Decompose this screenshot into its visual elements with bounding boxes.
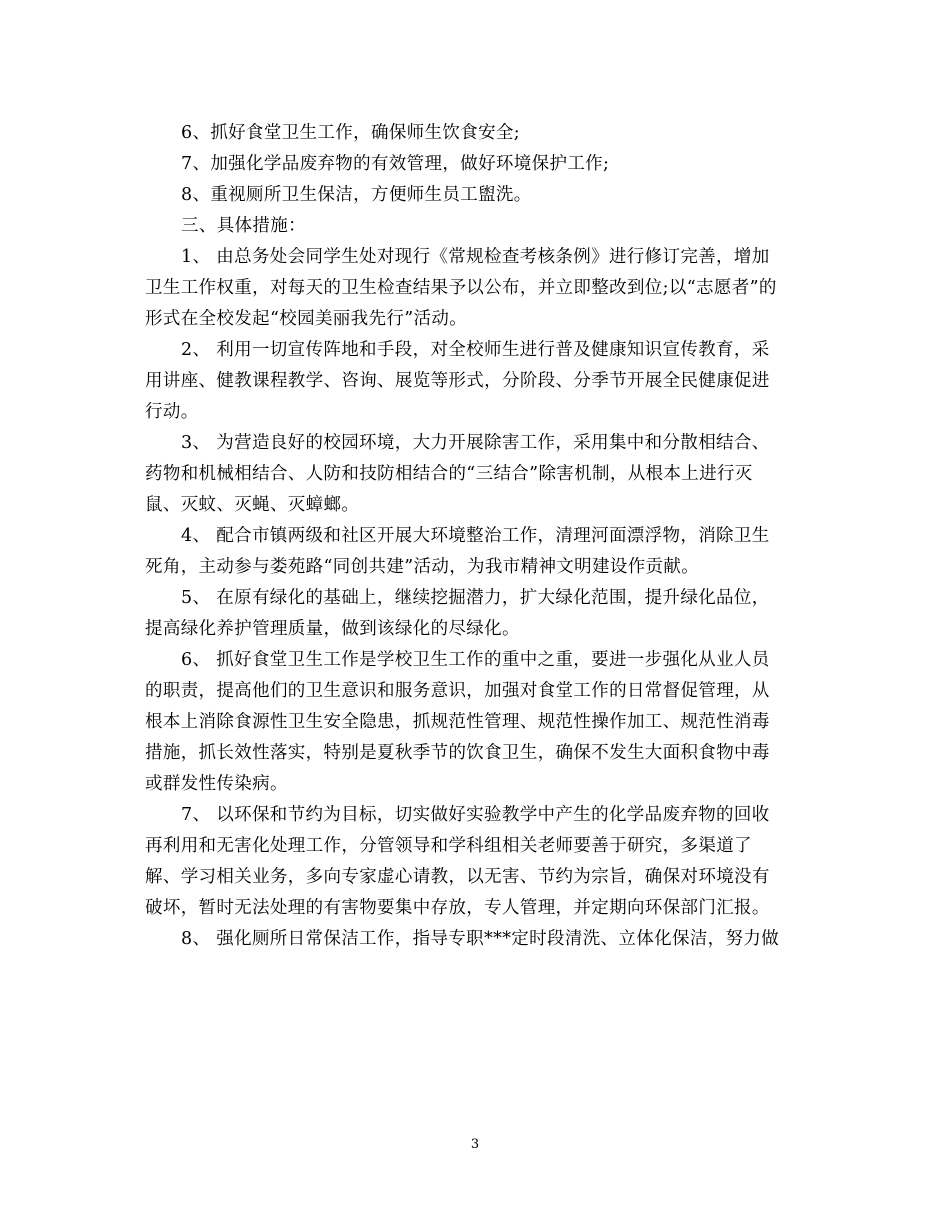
text-line: 1、 由总务处会同学生处对现行《常规检查考核条例》进行修订完善，增加 — [181, 247, 770, 267]
text-line: 的职责，提高他们的卫生意识和服务意识，加强对食堂工作的日常督促管理，从 — [145, 681, 770, 701]
text-line: 卫生工作权重，对每天的卫生检查结果予以公布，并立即整改到位;以“志愿者”的 — [145, 278, 777, 298]
text-line: 8、 强化厕所日常保洁工作，指导专职***定时段清洗、立体化保洁，努力做 — [181, 929, 780, 949]
text-line: 5、 在原有绿化的基础上，继续挖掘潜力，扩大绿化范围，提升绿化品位， — [181, 588, 770, 608]
page-number: 3 — [470, 1137, 480, 1152]
text-line: 2、 利用一切宣传阵地和手段，对全校师生进行普及健康知识宣传教育，采 — [181, 340, 770, 360]
text-line: 或群发性传染病。 — [145, 774, 288, 794]
text-line: 6、抓好食堂卫生工作，确保师生饮食安全; — [181, 123, 521, 143]
text-line: 三、具体措施： — [181, 216, 306, 236]
text-line: 3、 为营造良好的校园环境，大力开展除害工作，采用集中和分散相结合、 — [181, 433, 770, 453]
text-line: 措施，抓长效性落实，特别是夏秋季节的饮食卫生，确保不发生大面积食物中毒 — [145, 743, 770, 763]
text-line: 提高绿化养护管理质量，做到该绿化的尽绿化。 — [145, 619, 520, 639]
text-line: 用讲座、健教课程教学、咨询、展览等形式，分阶段、分季节开展全民健康促进 — [145, 371, 770, 391]
text-line: 鼠、灭蚊、灭蝇、灭蟑螂。 — [145, 495, 360, 515]
text-line: 破坏，暂时无法处理的有害物要集中存放，专人管理，并定期向环保部门汇报。 — [145, 898, 770, 918]
text-line: 死角，主动参与娄苑路“同创共建”活动，为我市精神文明建设作贡献。 — [145, 557, 700, 577]
text-line: 再利用和无害化处理工作，分管领导和学科组相关老师要善于研究，多渠道了 — [145, 836, 752, 856]
text-line: 7、加强化学品废弃物的有效管理，做好环境保护工作; — [181, 154, 610, 174]
text-line: 行动。 — [145, 402, 199, 422]
text-line: 7、 以环保和节约为目标，切实做好实验教学中产生的化学品废弃物的回收 — [181, 805, 770, 825]
text-line: 解、学习相关业务，多向专家虚心请教，以无害、节约为宗旨，确保对环境没有 — [145, 867, 770, 887]
text-line: 8、重视厕所卫生保洁，方便师生员工盥洗。 — [181, 185, 532, 205]
text-line: 6、 抓好食堂卫生工作是学校卫生工作的重中之重，要进一步强化从业人员 — [181, 650, 770, 670]
text-line: 药物和机械相结合、人防和技防相结合的“三结合”除害机制，从根本上进行灭 — [145, 464, 753, 484]
text-line: 4、 配合市镇两级和社区开展大环境整治工作，清理河面漂浮物，消除卫生 — [181, 526, 770, 546]
text-line: 根本上消除食源性卫生安全隐患，抓规范性管理、规范性操作加工、规范性消毒 — [145, 712, 770, 732]
document-body — [145, 118, 805, 955]
text-line: 形式在全校发起“校园美丽我先行”活动。 — [145, 309, 468, 329]
